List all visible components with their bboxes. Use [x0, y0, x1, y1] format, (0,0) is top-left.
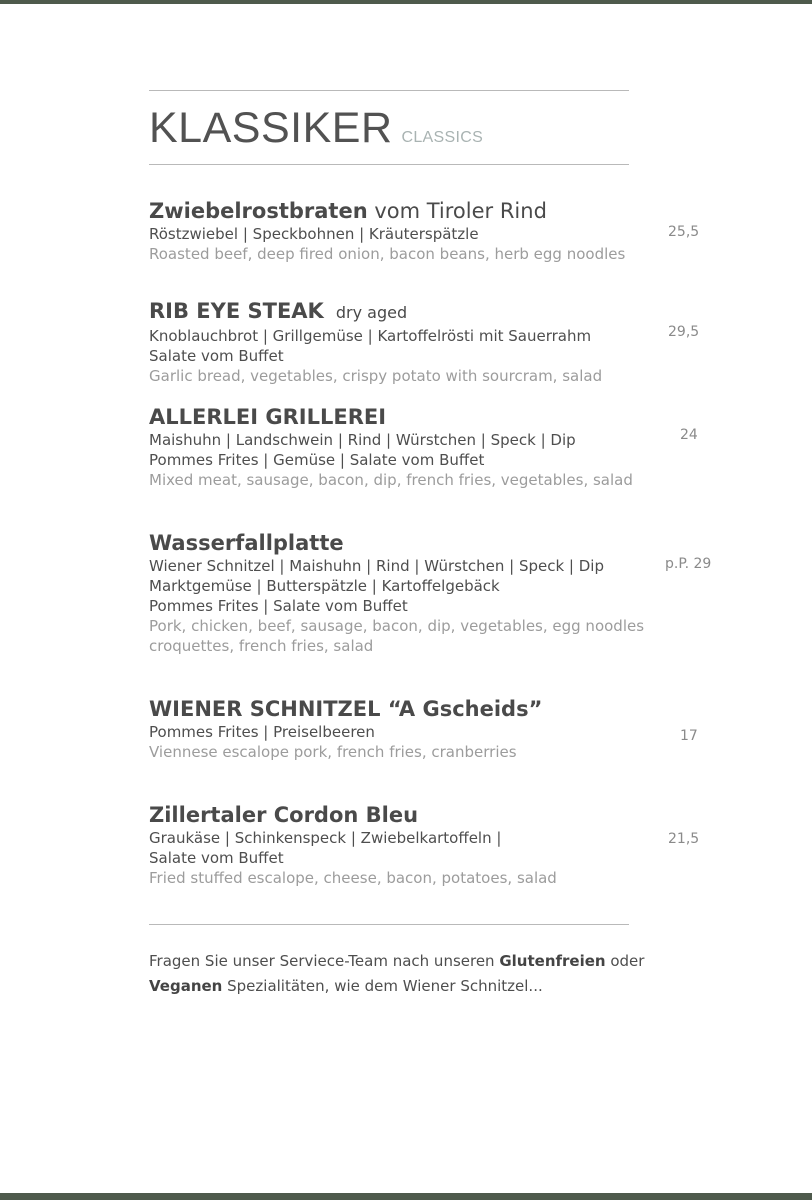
- menu-item-name-suffix: vom Tiroler Rind: [367, 199, 547, 223]
- menu-item-price: 24: [680, 427, 698, 443]
- menu-item-description-de: Marktgemüse | Butterspätzle | Kartoffelgebäck: [149, 577, 500, 595]
- menu-item-description-de: Maishuhn | Landschwein | Rind | Würstchen | Speck | Dip: [149, 431, 576, 449]
- menu-item-description-en: Garlic bread, vegetables, crispy potato with sourcram, salad: [149, 367, 603, 385]
- footer-highlight-glutenfree: Glutenfreien: [499, 952, 606, 970]
- menu-item-description-de: Salate vom Buffet: [149, 347, 284, 365]
- menu-item-description-de: Pommes Frites | Preiselbeeren: [149, 723, 375, 741]
- menu-item-cordon-bleu: [149, 802, 679, 888]
- menu-item-description-en: Pork, chicken, beef, sausage, bacon, dip, vegetables, egg noodles: [149, 617, 645, 635]
- menu-item-name: Wasserfallplatte: [149, 531, 344, 555]
- menu-item-allerlei-grillerei: [149, 404, 679, 490]
- menu-item-rib-eye-steak: [149, 298, 679, 386]
- menu-item-name: Zwiebelrostbraten vom Tiroler Rind: [149, 199, 547, 223]
- menu-item-name: ALLERLEI GRILLEREI: [149, 405, 387, 429]
- menu-item-description-en: Mixed meat, sausage, bacon, dip, french fries, vegetables, salad: [149, 471, 633, 489]
- menu-item-description-de: Pommes Frites | Salate vom Buffet: [149, 597, 408, 615]
- bottom-frame-bar: [0, 1193, 812, 1200]
- divider-bottom: [149, 924, 629, 925]
- menu-item-name-note: dry aged: [335, 303, 408, 322]
- menu-item-description-de: Wiener Schnitzel | Maishuhn | Rind | Würstchen | Speck | Dip: [149, 557, 604, 575]
- divider-under-title: [149, 164, 629, 165]
- menu-item-price: 25,5: [668, 224, 700, 240]
- section-title-main: KLASSIKER: [149, 104, 393, 152]
- footer-note: Fragen Sie unser Serviece-Team nach unseren Glutenfreien oder Veganen Spezialitäten, wie dem Wiener Schnitzel...: [149, 952, 645, 995]
- menu-item-price: 29,5: [668, 324, 700, 340]
- menu-item-description-de: Röstzwiebel | Speckbohnen | Kräuterspätzle: [149, 225, 479, 243]
- menu-item-description-de: Pommes Frites | Gemüse | Salate vom Buffet: [149, 451, 485, 469]
- menu-item-description-en: Fried stuffed escalope, cheese, bacon, potatoes, salad: [149, 869, 557, 887]
- menu-item-name: WIENER SCHNITZEL “A Gscheids”: [149, 697, 543, 721]
- menu-item-price: p.P. 29: [665, 556, 712, 572]
- menu-item-price: 21,5: [668, 831, 700, 847]
- menu-item-description-de: Graukäse | Schinkenspeck | Zwiebelkartoffeln |: [149, 829, 502, 847]
- section-title-sub: CLASSICS: [401, 129, 484, 146]
- footer-highlight-vegan: Veganen: [149, 977, 223, 995]
- menu-item-name: RIB EYE STEAK dry aged: [149, 299, 408, 323]
- divider-top: [149, 90, 629, 91]
- menu-item-wasserfallplatte: [149, 530, 679, 656]
- menu-item-wiener-schnitzel: [149, 696, 679, 762]
- menu-item-description-en: Roasted beef, deep fired onion, bacon beans, herb egg noodles: [149, 245, 626, 263]
- top-frame-bar: [0, 0, 812, 4]
- menu-item-description-en: croquettes, french fries, salad: [149, 637, 374, 655]
- menu-item-description-en: Viennese escalope pork, french fries, cranberries: [149, 743, 517, 761]
- menu-item-price: 17: [680, 728, 698, 744]
- menu-item-description-de: Salate vom Buffet: [149, 849, 284, 867]
- menu-item-description-de: Knoblauchbrot | Grillgemüse | Kartoffelrösti mit Sauerrahm: [149, 327, 592, 345]
- menu-item-zwiebelrostbraten: [149, 198, 679, 264]
- menu-item-name: Zillertaler Cordon Bleu: [149, 803, 419, 827]
- section-title: [149, 104, 483, 153]
